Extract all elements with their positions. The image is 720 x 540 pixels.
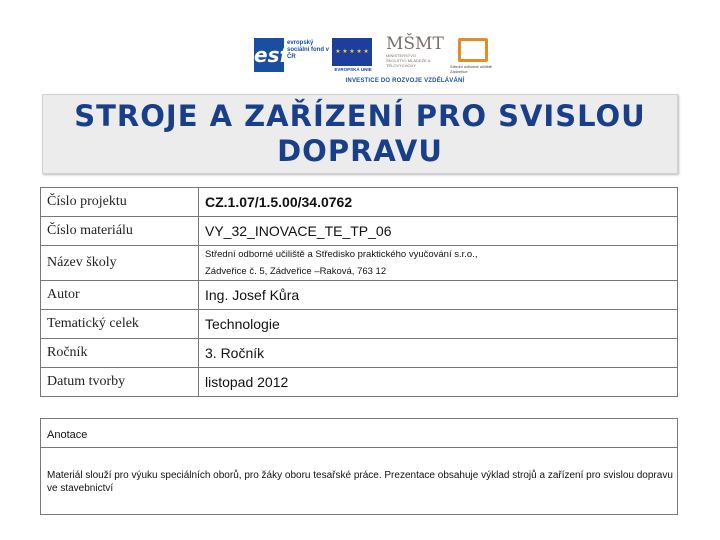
row-value-material-number: VY_32_INOVACE_TE_TP_06 xyxy=(199,217,678,246)
row-label-project-number: Číslo projektu xyxy=(41,188,199,217)
eu-flag-logo xyxy=(332,38,372,66)
logo-tagline: INVESTICE DO ROZVOJE VZDĚLÁVÁNÍ xyxy=(345,78,465,84)
row-label-author: Autor xyxy=(41,281,199,310)
row-label-date: Datum tvorby xyxy=(41,368,199,397)
msmt-logo xyxy=(386,34,444,74)
row-value-author: Ing. Josef Kůra xyxy=(199,281,678,310)
school-mark-icon xyxy=(458,38,488,62)
row-label-topic: Tematický celek xyxy=(41,310,199,339)
table-row xyxy=(41,188,678,217)
msmt-mark: MŠMT xyxy=(386,34,444,54)
school-name-line-1: Střední odborné učiliště a Středisko praktického vyučování s.r.o., xyxy=(205,249,478,260)
row-value-grade: 3. Ročník xyxy=(199,339,678,368)
table-row xyxy=(41,339,678,368)
table-row xyxy=(41,310,678,339)
table-row xyxy=(41,281,678,310)
row-value-date: listopad 2012 xyxy=(199,368,678,397)
esf-text: evropský sociální fond v ČR xyxy=(287,40,330,60)
row-value-topic: Technologie xyxy=(199,310,678,339)
annotation-box xyxy=(40,418,678,515)
table-row xyxy=(41,246,678,281)
row-value-project-number: CZ.1.07/1.5.00/34.0762 xyxy=(199,188,678,217)
title-box xyxy=(42,94,678,174)
logo-strip xyxy=(250,34,510,90)
row-value-school-name xyxy=(199,246,678,281)
table-row xyxy=(41,368,678,397)
annotation-text: Materiál slouží pro výuku speciálních oborů, pro žáky oboru tesařské práce. Prezentace obsahuje výklad strojů a zařízení pro svislou dopravu ve stavebnictví xyxy=(47,470,673,494)
eu-caption: EVROPSKÁ UNIE xyxy=(334,67,372,72)
school-logo xyxy=(450,38,506,74)
row-label-school-name: Název školy xyxy=(41,246,199,281)
esf-mark: esf xyxy=(254,38,284,72)
info-table xyxy=(40,187,678,397)
esf-logo xyxy=(254,38,328,72)
msmt-caption: MINISTERSTVO ŠKOLSTVÍ, MLÁDEŽE A TĚLOVÝCHOVY xyxy=(386,53,431,68)
row-label-material-number: Číslo materiálu xyxy=(41,217,199,246)
table-row xyxy=(41,217,678,246)
school-caption: Střední odborné učiliště Zádveřice xyxy=(450,64,493,74)
eu-stars-icon: ★ ★ ★ ★ ★ xyxy=(335,49,369,55)
page-title: STROJE A ZAŘÍZENÍ PRO SVISLOU DOPRAVU xyxy=(74,99,646,168)
school-name-line-2: Zádveřice č. 5, Zádveřice –Raková, 763 12 xyxy=(205,266,387,277)
annotation-heading: Anotace xyxy=(41,419,677,448)
row-label-grade: Ročník xyxy=(41,339,199,368)
